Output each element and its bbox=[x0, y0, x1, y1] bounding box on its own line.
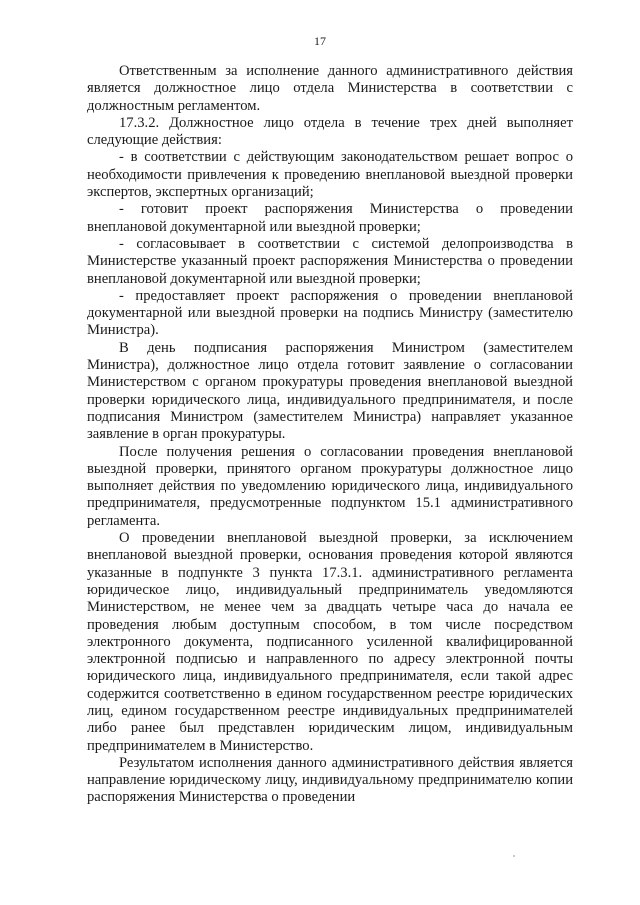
document-body bbox=[87, 63, 573, 807]
paragraph-notification-actions: После получения решения о согласовании проведения внеплановой выездной проверки, принятого органом прокуратуры должностное лицо выполняет действия по уведомлению юридического лица, индивидуального предпринимателя, предусмотренные подпунктом 15.1 административного регламента. bbox=[87, 443, 573, 529]
page-number: 17 bbox=[314, 34, 326, 48]
paragraph-unscheduled-inspection-notice: О проведении внеплановой выездной проверки, за исключением внеплановой выездной проверки, основания проведения которой являются указанные в подпункте 3 пункта 17.3.1. административного регламента юридическое лицо, индивидуальный предприниматель уведомляются Министерством, не менее чем за двадцать четыре часа до начала ее проведения любым доступным способом, в том числе посредством электронного документа, подписанного усиленной квалифицированной электронной подписью и направленного по адресу электронной почты юридического лица, индивидуального предпринимателя, если такой адрес содержится соответственно в едином государственном реестре юридических лиц, едином государственном реестре индивидуальных предпринимателей либо ранее был представлен юридическим лицом, индивидуальным предпринимателем в Министерство. bbox=[87, 530, 573, 754]
paragraph-17-3-2: 17.3.2. Должностное лицо отдела в течение трех дней выполняет следующие действия: bbox=[87, 114, 573, 149]
paragraph-responsible: Ответственным за исполнение данного административного действия является должностное лицо отдела Министерства в соответствии с должностным регламентом. bbox=[87, 63, 573, 114]
scan-speck bbox=[513, 855, 515, 857]
list-item-approve-draft: - согласовывает в соответствии с системой делопроизводства в Министерстве указанный проект распоряжения Министерства о проведении внеплановой документарной или выездной проверки; bbox=[87, 235, 573, 287]
paragraph-result: Результатом исполнения данного административного действия является направление юридическому лицу, индивидуальному предпринимателю копии распоряжения Министерства о проведении bbox=[87, 754, 573, 806]
list-item-submit-signature: - предоставляет проект распоряжения о проведении внеплановой документарной или выездной проверки на подпись Министру (заместителю Министра). bbox=[87, 287, 573, 339]
paragraph-prosecutor-application: В день подписания распоряжения Министром (заместителем Министра), должностное лицо отдела готовит заявление о согласовании Министерством с органом прокуратуры проведения внеплановой выездной проверки юридического лица, индивидуального предпринимателя, и после подписания Министром (заместителем Министра) направляет указанное заявление в орган прокуратуры. bbox=[87, 339, 573, 443]
list-item-experts: - в соответствии с действующим законодательством решает вопрос о необходимости привлечения к проведению внеплановой выездной проверки экспертов, экспертных организаций; bbox=[87, 149, 573, 201]
list-item-prepare-draft: - готовит проект распоряжения Министерства о проведении внеплановой документарной или выездной проверки; bbox=[87, 201, 573, 235]
